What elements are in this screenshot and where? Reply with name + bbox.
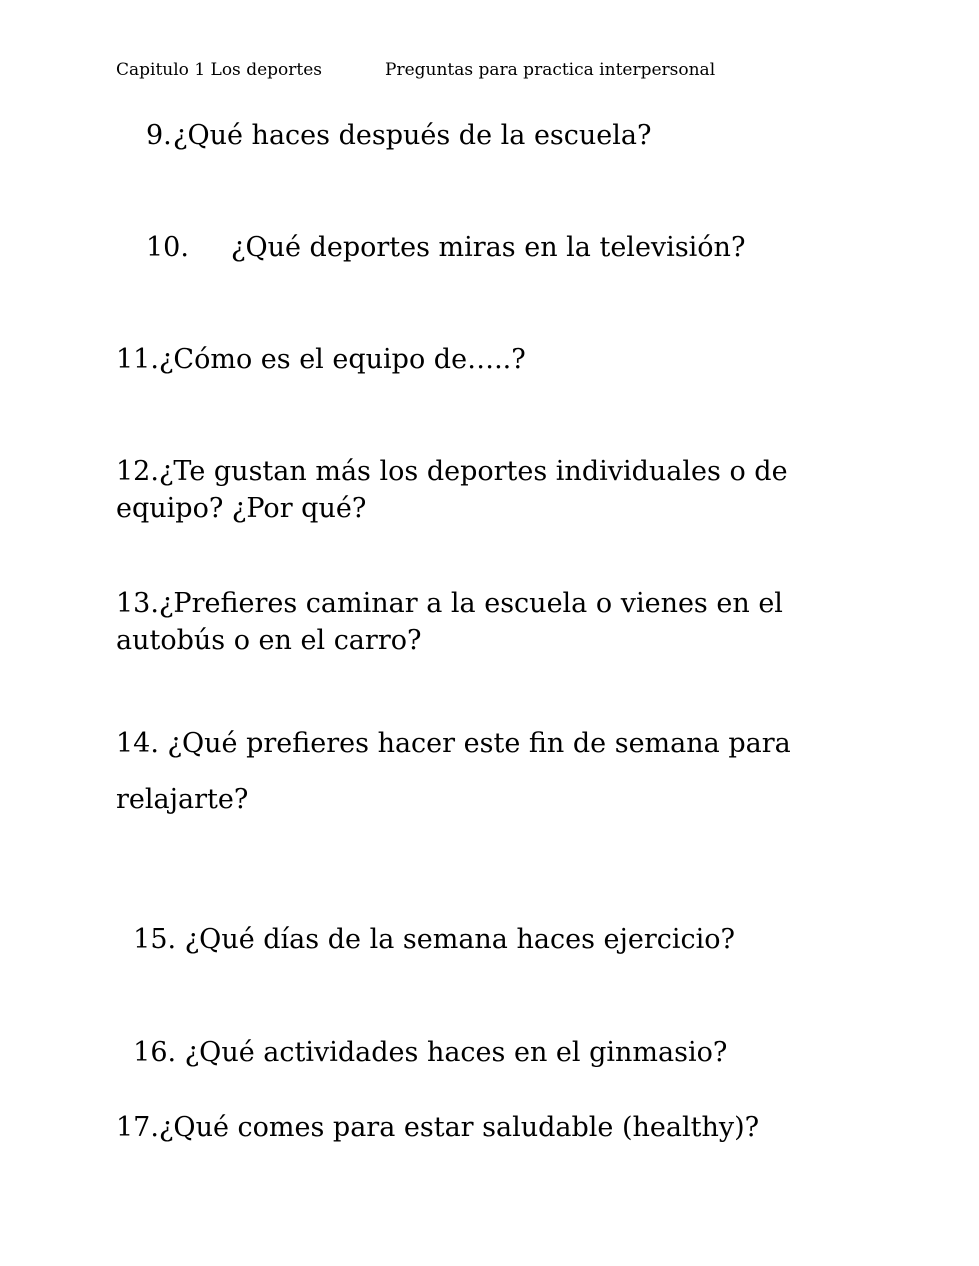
worksheet-subtitle: Preguntas para practica interpersonal — [385, 60, 716, 80]
question-text: ¿Qué actividades haces en el ginmasio? — [184, 1037, 728, 1068]
question-number: 10. — [146, 232, 189, 263]
question-item — [116, 1109, 759, 1146]
question-item — [116, 884, 735, 958]
question-text: ¿Prefieres caminar a la escuela o vienes en el — [158, 588, 783, 619]
question-item — [116, 585, 783, 659]
question-item — [116, 997, 727, 1071]
question-number: 9. — [146, 120, 172, 151]
question-number: 16. — [133, 1037, 185, 1068]
question-text: ¿Cómo es el equipo de…..? — [158, 344, 526, 375]
question-item — [146, 117, 652, 154]
question-text: ¿Qué deportes miras en la televisión? — [231, 232, 746, 263]
question-text-continued: relajarte? — [116, 784, 249, 815]
question-number: 13. — [116, 588, 159, 619]
question-item — [146, 229, 745, 266]
question-text: ¿Qué prefieres hacer este fin de semana para — [167, 728, 791, 759]
question-number: 12. — [116, 456, 159, 487]
question-number: 17. — [116, 1112, 159, 1143]
question-number: 14. — [116, 728, 168, 759]
chapter-title: Capitulo 1 Los deportes — [116, 60, 322, 80]
question-item — [116, 453, 788, 527]
question-text: ¿Te gustan más los deportes individuales o de — [158, 456, 788, 487]
question-text-continued: autobús o en el carro? — [116, 625, 422, 656]
question-number: 11. — [116, 344, 159, 375]
question-text: ¿Qué comes para estar saludable (healthy)? — [158, 1112, 760, 1143]
question-text: ¿Qué haces después de la escuela? — [173, 120, 652, 151]
question-number: 15. — [133, 924, 185, 955]
question-text: ¿Qué días de la semana haces ejercicio? — [184, 924, 735, 955]
question-item — [116, 716, 791, 828]
question-text-continued: equipo? ¿Por qué? — [116, 493, 367, 524]
question-item — [116, 341, 526, 378]
